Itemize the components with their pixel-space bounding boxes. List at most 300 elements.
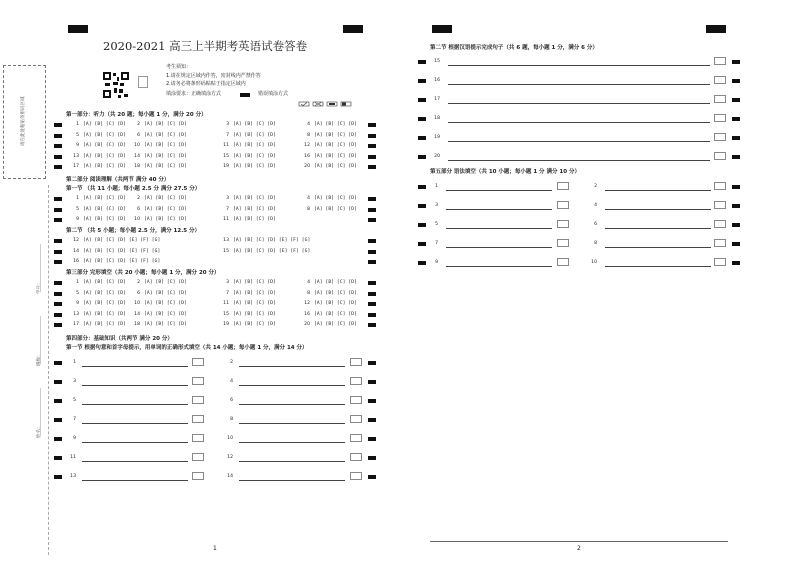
answer-line[interactable]: [448, 103, 710, 104]
question-number: 5: [73, 398, 76, 403]
question-number: 8: [230, 417, 233, 422]
answer-options[interactable]: [A] [B] [C] [D]: [144, 196, 187, 201]
question-number: 11: [223, 301, 229, 306]
answer-options[interactable]: [A] [B] [C] [D]: [314, 164, 357, 169]
answer-line[interactable]: [605, 228, 711, 229]
name-label: 姓名：: [37, 424, 42, 438]
question-number: 5: [435, 222, 438, 227]
question-number: 10: [134, 301, 140, 306]
answer-line[interactable]: [448, 84, 710, 85]
score-box: [714, 57, 726, 65]
question-number: 1: [76, 280, 79, 285]
answer-line[interactable]: [239, 385, 345, 386]
notice-line-1: 1.请在规定区域内作答，密封线内严禁作答: [166, 73, 261, 79]
answer-options[interactable]: [A] [B] [C] [D]: [83, 322, 126, 327]
section-heading: 第五部分 语法填空（共 10 小题；每小题 1 分 满分 10 分）: [430, 169, 580, 175]
question-number: 11: [223, 217, 229, 222]
question-number: 17: [434, 97, 440, 102]
answer-line[interactable]: [239, 366, 345, 367]
question-number: 3: [226, 196, 229, 201]
question-number: 6: [137, 206, 140, 212]
answer-line[interactable]: [446, 190, 552, 191]
alignment-mark: [732, 155, 740, 159]
alignment-mark: [732, 185, 740, 189]
answer-options[interactable]: [A] [B] [C] [D]: [233, 301, 276, 306]
score-box: [557, 182, 569, 190]
question-number: 2: [137, 280, 140, 285]
alignment-mark: [368, 418, 376, 422]
answer-line[interactable]: [239, 423, 345, 424]
question-number: 16: [434, 78, 440, 83]
section-heading: 第四部分：基础知识（共两节 满分 20 分）: [66, 336, 173, 342]
answer-line[interactable]: [82, 366, 188, 367]
question-number: 7: [226, 206, 229, 212]
question-number: 8: [307, 132, 310, 138]
answer-line[interactable]: [82, 385, 188, 386]
alignment-mark: [54, 418, 62, 422]
answer-options[interactable]: [A] [B] [C] [D]: [83, 290, 126, 296]
score-box: [557, 220, 569, 228]
question-number: 1: [73, 360, 76, 365]
question-number: 20: [304, 164, 310, 169]
answer-line[interactable]: [448, 122, 710, 123]
answer-line[interactable]: [239, 461, 345, 462]
alignment-mark: [54, 197, 62, 201]
answer-line[interactable]: [82, 461, 188, 462]
question-number: 4: [307, 196, 310, 201]
answer-options[interactable]: [A] [B] [C] [D] [E] [F] [G]: [233, 238, 311, 243]
answer-options[interactable]: [A] [B] [C] [D]: [233, 153, 276, 159]
answer-options[interactable]: [A] [B] [C] [D]: [83, 143, 126, 148]
answer-line[interactable]: [82, 480, 188, 481]
answer-line[interactable]: [448, 141, 710, 142]
alignment-mark: [368, 155, 376, 159]
question-number: 6: [594, 222, 597, 227]
answer-options[interactable]: [A] [B] [C] [D] [E] [F] [G]: [83, 238, 161, 243]
score-box: [714, 258, 726, 266]
score-box: [557, 258, 569, 266]
alignment-mark: [368, 437, 376, 441]
answer-line[interactable]: [446, 266, 552, 267]
alignment-mark: [368, 239, 376, 243]
alignment-mark: [732, 79, 740, 83]
section-heading: 第二节 根据汉语提示完成句子（共 6 题，每小题 1 分，满分 6 分）: [430, 45, 598, 51]
answer-options[interactable]: [A] [B] [C] [D]: [144, 132, 187, 138]
question-number: 3: [226, 280, 229, 285]
question-number: 2: [137, 122, 140, 127]
alignment-mark: [54, 144, 62, 148]
answer-options[interactable]: [A] [B] [C] [D]: [144, 290, 187, 296]
answer-options[interactable]: [A] [B] [C] [D]: [144, 122, 187, 127]
question-number: 19: [223, 164, 229, 169]
answer-line[interactable]: [446, 247, 552, 248]
question-number: 12: [304, 301, 310, 306]
answer-options[interactable]: [A] [B] [C] [D]: [144, 143, 187, 148]
alignment-mark: [54, 302, 62, 306]
score-box: [192, 434, 204, 442]
correct-fill-sample: [240, 93, 250, 97]
alignment-mark: [418, 60, 426, 64]
answer-line[interactable]: [605, 266, 711, 267]
question-number: 13: [73, 153, 79, 159]
score-box: [714, 152, 726, 160]
question-number: 8: [307, 290, 310, 296]
alignment-mark: [54, 218, 62, 222]
answer-options[interactable]: [A] [B] [C] [D]: [83, 311, 126, 317]
question-number: 11: [223, 143, 229, 148]
alignment-mark: [732, 60, 740, 64]
score-box: [350, 434, 362, 442]
score-box: [192, 453, 204, 461]
alignment-mark: [54, 134, 62, 138]
question-number: 7: [226, 132, 229, 138]
alignment-mark: [368, 197, 376, 201]
question-number: 17: [73, 164, 79, 169]
question-number: 5: [76, 206, 79, 212]
alignment-mark: [54, 437, 62, 441]
score-box: [350, 415, 362, 423]
question-number: 5: [76, 132, 79, 138]
seal-line-short: [40, 388, 41, 436]
score-box: [557, 239, 569, 247]
alignment-mark: [732, 136, 740, 140]
question-number: 20: [434, 154, 440, 159]
answer-options[interactable]: [A] [B] [C] [D]: [233, 290, 276, 296]
answer-line[interactable]: [239, 404, 345, 405]
alignment-mark: [54, 155, 62, 159]
alignment-mark: [54, 123, 62, 127]
alignment-mark: [732, 242, 740, 246]
alignment-mark: [368, 134, 376, 138]
answer-line[interactable]: [82, 404, 188, 405]
answer-options[interactable]: [A] [B] [C] [D]: [83, 206, 126, 212]
score-box: [350, 396, 362, 404]
alignment-mark: [54, 260, 62, 264]
question-number: 8: [594, 241, 597, 246]
answer-options[interactable]: [A] [B] [C] [D] [E] [F] [G]: [83, 259, 161, 264]
score-box: [192, 377, 204, 385]
answer-options[interactable]: [A] [B] [C] [D]: [233, 143, 276, 148]
answer-options[interactable]: [A] [B] [C] [D]: [314, 322, 357, 327]
answer-line[interactable]: [448, 160, 710, 161]
question-number: 15: [223, 248, 229, 254]
question-number: 9: [435, 260, 438, 265]
alignment-mark: [368, 260, 376, 264]
score-box: [714, 95, 726, 103]
section-heading: 第一节 （共 11 小题；每小题 2.5 分 满分 27.5 分）: [66, 186, 201, 192]
answer-options[interactable]: [A] [B] [C] [D]: [314, 290, 357, 296]
alignment-mark: [54, 323, 62, 327]
question-number: 3: [435, 203, 438, 208]
answer-options[interactable]: [A] [B] [C] [D]: [83, 132, 126, 138]
question-number: 11: [70, 455, 76, 460]
notice-line-2: 2.请务必将条形码粘贴于指定区域内: [166, 81, 246, 87]
question-number: 9: [76, 301, 79, 306]
question-number: 14: [73, 248, 79, 254]
question-number: 5: [76, 290, 79, 296]
alignment-mark: [54, 399, 62, 403]
question-number: 4: [307, 122, 310, 127]
answer-options[interactable]: [A] [B] [C] [D]: [144, 280, 187, 285]
answer-options[interactable]: [A] [B] [C] [D]: [144, 322, 187, 327]
question-number: 12: [304, 143, 310, 148]
qr-code-icon: [103, 72, 129, 98]
answer-options[interactable]: [A] [B] [C] [D]: [144, 206, 187, 212]
answer-options[interactable]: [A] [B] [C] [D] [E] [F] [G]: [83, 248, 161, 254]
question-number: 9: [76, 217, 79, 222]
question-number: 12: [73, 238, 79, 243]
alignment-mark: [418, 242, 426, 246]
class-label: 班级：: [37, 352, 42, 366]
corner-mark: [343, 25, 363, 33]
answer-options[interactable]: [A] [B] [C] [D]: [233, 132, 276, 138]
alignment-mark: [368, 380, 376, 384]
corner-mark: [432, 25, 452, 33]
answer-options[interactable]: [A] [B] [C] [D]: [83, 301, 126, 306]
alignment-mark: [368, 323, 376, 327]
alignment-mark: [732, 98, 740, 102]
answer-options[interactable]: [A] [B] [C] [D]: [83, 217, 126, 222]
answer-options[interactable]: [A] [B] [C] [D]: [233, 164, 276, 169]
seal-line: [48, 185, 49, 555]
score-box: [557, 201, 569, 209]
alignment-mark: [54, 313, 62, 317]
alignment-mark: [368, 475, 376, 479]
question-number: 1: [76, 122, 79, 127]
score-box: [714, 114, 726, 122]
alignment-mark: [54, 361, 62, 365]
alignment-mark: [418, 185, 426, 189]
question-number: 1: [435, 184, 438, 189]
page-number: 1: [213, 545, 217, 552]
answer-options[interactable]: [A] [B] [C] [D]: [233, 311, 276, 317]
answer-line[interactable]: [82, 423, 188, 424]
question-number: 10: [134, 217, 140, 222]
section-heading: 第一节 根据句意和首字母提示，用单词的正确形式填空（共 14 小题；每小题 1 分，满分 14 分）: [66, 345, 308, 351]
section-heading: 第三部分 完形填空（共 20 小题；每小题 1 分，满分 20 分）: [66, 270, 220, 276]
alignment-mark: [368, 302, 376, 306]
question-number: 18: [434, 116, 440, 121]
alignment-mark: [368, 218, 376, 222]
answer-line[interactable]: [605, 247, 711, 248]
answer-line[interactable]: [448, 65, 710, 66]
question-number: 15: [434, 59, 440, 64]
question-number: 16: [304, 311, 310, 317]
question-number: 10: [134, 143, 140, 148]
alignment-mark: [368, 144, 376, 148]
answer-options[interactable]: [A] [B] [C] [D]: [83, 196, 126, 201]
alignment-mark: [418, 98, 426, 102]
answer-options[interactable]: [A] [B] [C] [D]: [314, 196, 357, 201]
section-heading: 第二部分 阅读理解（共两节 满分 40 分）: [66, 177, 170, 183]
alignment-mark: [368, 313, 376, 317]
seal-line-short: [40, 316, 41, 364]
score-box: [714, 201, 726, 209]
question-number: 18: [134, 164, 140, 169]
question-number: 14: [134, 311, 140, 317]
question-number: 1: [76, 196, 79, 201]
question-number: 2: [137, 196, 140, 201]
score-box: [192, 396, 204, 404]
question-number: 20: [304, 322, 310, 327]
question-number: 16: [304, 153, 310, 159]
question-number: 2: [230, 360, 233, 365]
answer-options[interactable]: [A] [B] [C] [D]: [83, 153, 126, 159]
answer-options[interactable]: [A] [B] [C] [D]: [233, 206, 276, 212]
question-number: 14: [134, 153, 140, 159]
page-footer-line: [430, 541, 728, 542]
alignment-mark: [54, 250, 62, 254]
small-scan-icon: [138, 76, 148, 88]
alignment-mark: [418, 79, 426, 83]
question-number: 4: [230, 379, 233, 384]
answer-options[interactable]: [A] [B] [C] [D]: [233, 217, 276, 222]
question-number: 19: [223, 322, 229, 327]
alignment-mark: [54, 380, 62, 384]
score-box: [714, 133, 726, 141]
answer-options[interactable]: [A] [B] [C] [D]: [83, 164, 126, 169]
answer-options[interactable]: [A] [B] [C] [D]: [144, 311, 187, 317]
answer-options[interactable]: [A] [B] [C] [D]: [314, 280, 357, 285]
question-number: 17: [73, 322, 79, 327]
alignment-mark: [418, 117, 426, 121]
question-number: 16: [73, 259, 79, 264]
notice-heading: 考生须知：: [166, 64, 192, 70]
question-number: 13: [70, 474, 76, 479]
answer-options[interactable]: [A] [B] [C] [D]: [144, 164, 187, 169]
score-box: [350, 472, 362, 480]
alignment-mark: [368, 361, 376, 365]
question-number: 3: [73, 379, 76, 384]
score-box: [192, 472, 204, 480]
alignment-mark: [54, 475, 62, 479]
alignment-mark: [368, 399, 376, 403]
alignment-mark: [368, 456, 376, 460]
answer-options[interactable]: [A] [B] [C] [D]: [233, 122, 276, 127]
answer-options[interactable]: [A] [B] [C] [D]: [83, 280, 126, 285]
question-number: 15: [223, 311, 229, 317]
page-title: 2020-2021 高三上半期考英语试卷答卷: [103, 39, 308, 53]
answer-line[interactable]: [605, 209, 711, 210]
answer-options[interactable]: [A] [B] [C] [D]: [144, 301, 187, 306]
alignment-mark: [418, 136, 426, 140]
answer-line[interactable]: [82, 442, 188, 443]
answer-options[interactable]: [A] [B] [C] [D]: [314, 143, 357, 148]
score-box: [192, 415, 204, 423]
question-number: 13: [223, 238, 229, 243]
score-box: [350, 453, 362, 461]
question-number: 2: [594, 184, 597, 189]
alignment-mark: [368, 292, 376, 296]
alignment-mark: [418, 155, 426, 159]
answer-options[interactable]: [A] [B] [C] [D]: [314, 311, 357, 317]
question-number: 9: [73, 436, 76, 441]
fill-label: 填涂要求：正确填涂方式: [166, 91, 222, 97]
alignment-mark: [732, 223, 740, 227]
answer-line[interactable]: [605, 190, 711, 191]
score-box: [714, 220, 726, 228]
question-number: 6: [137, 132, 140, 138]
seal-line-short: [40, 244, 41, 292]
answer-options[interactable]: [A] [B] [C] [D]: [144, 217, 187, 222]
answer-line[interactable]: [446, 228, 552, 229]
score-box: [714, 76, 726, 84]
score-box: [350, 377, 362, 385]
answer-line[interactable]: [239, 442, 345, 443]
question-number: 19: [434, 135, 440, 140]
alignment-mark: [54, 239, 62, 243]
page-number: 2: [577, 545, 581, 552]
alignment-mark: [732, 261, 740, 265]
answer-options[interactable]: [A] [B] [C] [D]: [314, 122, 357, 127]
answer-line[interactable]: [446, 209, 552, 210]
alignment-mark: [54, 281, 62, 285]
alignment-mark: [418, 261, 426, 265]
answer-options[interactable]: [A] [B] [C] [D]: [233, 196, 276, 201]
question-number: 6: [230, 398, 233, 403]
alignment-mark: [368, 165, 376, 169]
answer-options[interactable]: [A] [B] [C] [D]: [83, 122, 126, 127]
answer-options[interactable]: [A] [B] [C] [D]: [314, 132, 357, 138]
answer-options[interactable]: [A] [B] [C] [D]: [314, 301, 357, 306]
question-number: 10: [227, 436, 233, 441]
wrong-fill-samples: [298, 92, 358, 98]
score-box: [714, 182, 726, 190]
question-number: 6: [137, 290, 140, 296]
alignment-mark: [54, 292, 62, 296]
student-id-label: 学号：: [37, 280, 42, 294]
question-number: 9: [76, 143, 79, 148]
question-number: 4: [594, 203, 597, 208]
answer-options[interactable]: [A] [B] [C] [D]: [233, 280, 276, 285]
question-number: 7: [73, 417, 76, 422]
alignment-mark: [418, 204, 426, 208]
alignment-mark: [368, 123, 376, 127]
question-number: 13: [73, 311, 79, 317]
alignment-mark: [54, 456, 62, 460]
question-number: 14: [227, 474, 233, 479]
score-box: [714, 239, 726, 247]
question-number: 7: [226, 290, 229, 296]
alignment-mark: [368, 208, 376, 212]
wrong-fill-label: 错误填涂方式: [258, 91, 289, 97]
section-heading: 第二节 （共 5 小题；每小题 2.5 分，满分 12.5 分）: [66, 228, 201, 234]
question-number: 7: [435, 241, 438, 246]
question-number: 3: [226, 122, 229, 127]
corner-mark: [68, 25, 88, 33]
answer-options[interactable]: [A] [B] [C] [D] [E] [F] [G]: [233, 248, 311, 254]
barcode-area-label: 请在此处粘贴条形码区域: [21, 96, 26, 146]
alignment-mark: [732, 117, 740, 121]
answer-options[interactable]: [A] [B] [C] [D]: [233, 322, 276, 327]
answer-line[interactable]: [239, 480, 345, 481]
answer-options[interactable]: [A] [B] [C] [D]: [144, 153, 187, 159]
answer-options[interactable]: [A] [B] [C] [D]: [314, 153, 357, 159]
question-number: 10: [591, 260, 597, 265]
answer-options[interactable]: [A] [B] [C] [D]: [314, 206, 357, 212]
section-heading: 第一部分：听力（共 20 题；每小题 1 分，满分 20 分）: [66, 112, 207, 118]
question-number: 18: [134, 322, 140, 327]
score-box: [192, 358, 204, 366]
question-number: 12: [227, 455, 233, 460]
question-number: 8: [307, 206, 310, 212]
score-box: [350, 358, 362, 366]
alignment-mark: [54, 208, 62, 212]
corner-mark: [706, 25, 726, 33]
alignment-mark: [368, 281, 376, 285]
alignment-mark: [418, 223, 426, 227]
question-number: 4: [307, 280, 310, 285]
